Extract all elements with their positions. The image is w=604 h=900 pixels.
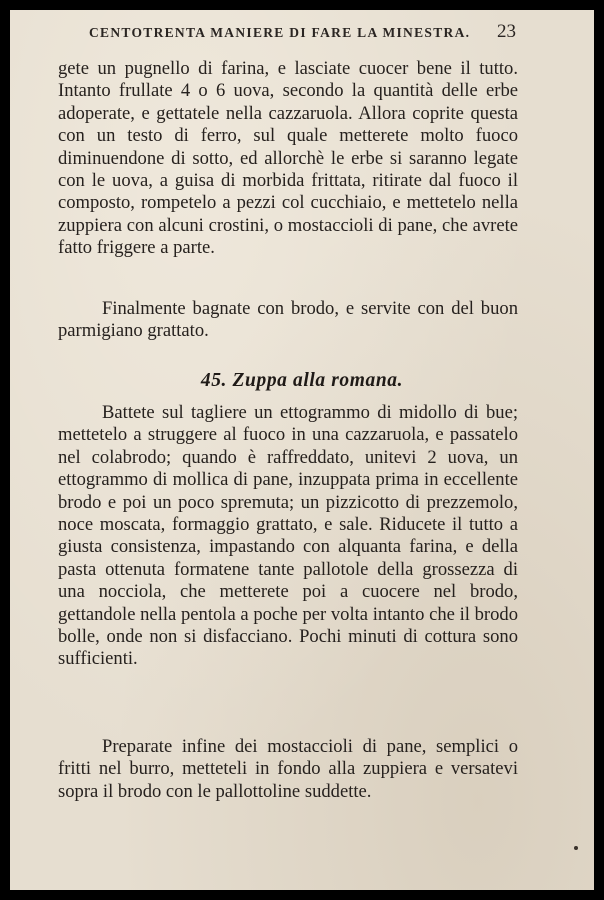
continuation-paragraph <box>58 58 518 260</box>
recipe-paragraph <box>58 402 518 671</box>
continuation-closing-paragraph <box>58 298 518 343</box>
recipe-heading: 45. Zuppa alla romana. <box>200 370 404 391</box>
paper-speck <box>574 846 578 850</box>
paragraph-text: Finalmente bagnate con brodo, e servite con del buon parmigiano grattato. <box>58 298 518 342</box>
paragraph-text: Battete sul tagliere un ettogrammo di midollo di bue; mettetelo a struggere al fuoco in una cazzaruola, e passatelo nel colabrodo; quando è raffreddato, unitevi 2 uova, un ettogrammo di mollica di pane, inzuppata prima in eccellente brodo e poi un poco spremuta; un pizzicotto di prezzemolo, noce moscata, formaggio grattato, e sale. Riducete il tutto a giusta consistenza, impastando con alquanta farina, e della pasta ottenuta formatene tante pallotole della grossezza di una nocciola, che metterete poi a cuocere nel brodo, gettandole nella pentola a poche per volta intanto che il brodo bolle, onde non si disfacciano. Pochi minuti di cottura sono sufficienti. <box>58 402 518 670</box>
running-title: CENTOTRENTA MANIERE DI FARE LA MINESTRA. <box>89 25 471 40</box>
book-page <box>10 10 594 890</box>
page-number: 23 <box>497 21 516 42</box>
paragraph-text: gete un pugnello di farina, e lasciate cuocer bene il tutto. Intanto frullate 4 o 6 uova, secondo la quantità delle erbe adoperate, e gettatele nella cazzaruola. Allora coprite questa con un testo di ferro, sul quale metterete molto fuoco diminuendone di sotto, ed allorchè le erbe si saranno legate con le uova, a guisa di morbida frittata, ritirate dal fuoco il composto, rompetelo a pezzi col cucchiaio, e mettetelo nella zuppiera con alcuni crostini, o mostaccioli di pane, che avrete fatto friggere a parte. <box>58 58 518 259</box>
recipe-paragraph <box>58 736 518 803</box>
running-header <box>10 22 594 46</box>
paragraph-text: Preparate infine dei mostaccioli di pane, semplici o fritti nel burro, metteteli in fondo alla zuppiera e versatevi sopra il brodo con le pallottoline suddette. <box>58 736 518 802</box>
